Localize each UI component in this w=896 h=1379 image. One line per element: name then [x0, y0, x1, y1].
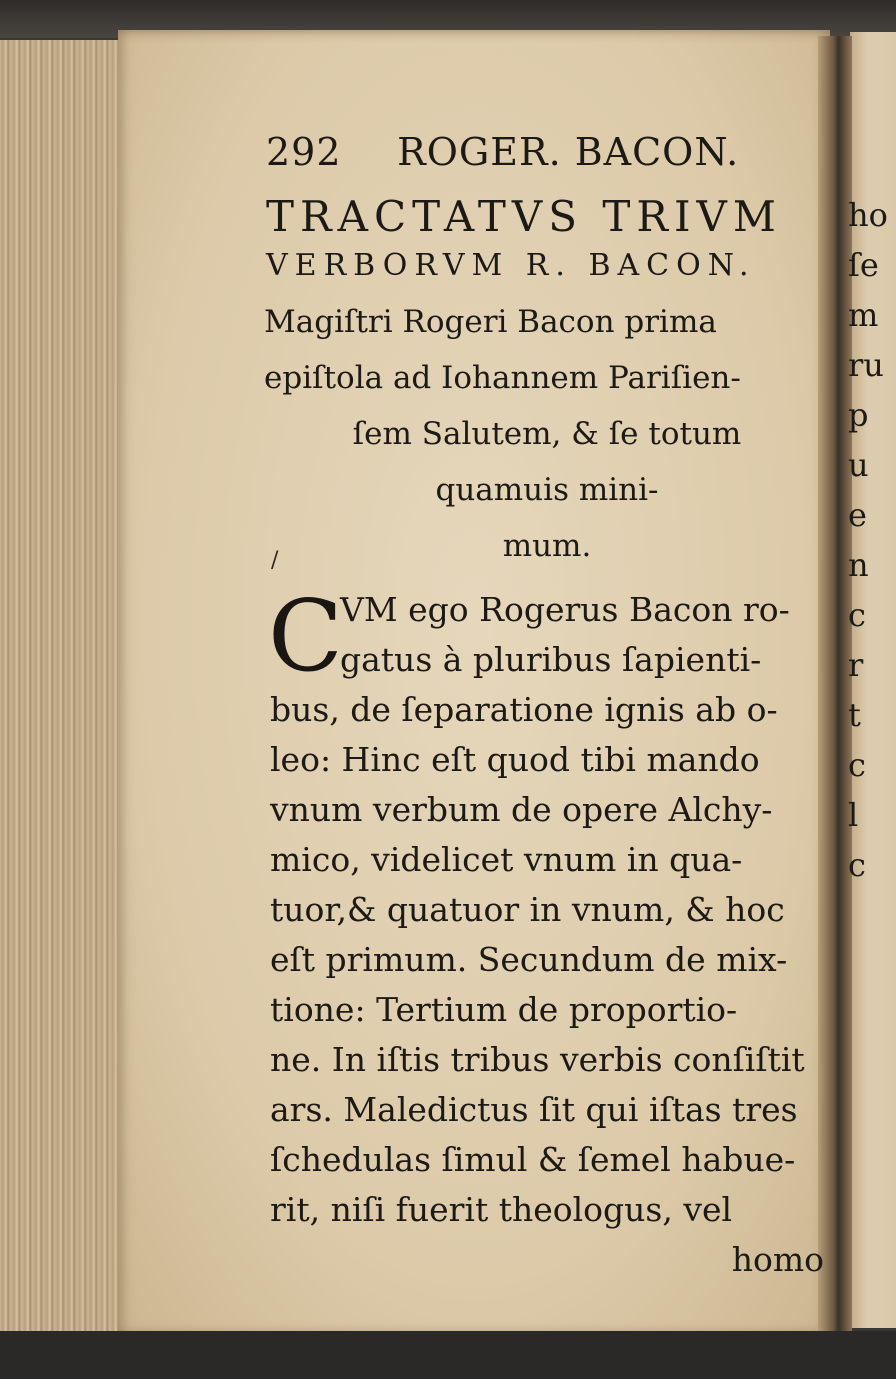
body-line: rit, niſi fuerit theologus, vel [270, 1190, 733, 1229]
body-line: ſchedulas ſimul & ſemel habue- [270, 1140, 796, 1179]
intro-line: mum. [502, 528, 592, 564]
body-line: vnum verbum de opere Alchy- [270, 790, 773, 829]
body-line: bus, de ſeparatione ignis ab o- [270, 690, 778, 729]
body-line: eſt primum. Secundum de mix- [270, 940, 788, 979]
body-text [268, 580, 828, 1285]
intro-line: Magiſtri Rogeri Bacon prima [264, 304, 717, 340]
facing-line: m [848, 296, 879, 334]
body-line: gatus à pluribus ſapienti- [340, 640, 762, 679]
body-line: VM ego Rogerus Bacon ro- [340, 590, 790, 629]
facing-line: e [848, 496, 867, 534]
tract-title: TRACTATVS TRIVM [266, 192, 782, 241]
body-line: tione: Tertium de proportio- [270, 990, 738, 1029]
facing-line: c [848, 596, 866, 634]
facing-line: ſe [848, 246, 879, 284]
facing-line: u [848, 446, 869, 484]
facing-line: c [848, 746, 866, 784]
intro-line: ſem Salutem, & ſe totum [352, 416, 742, 452]
body-line: ars. Maledictus ſit qui iſtas tres [270, 1090, 798, 1129]
intro-heading [264, 294, 830, 574]
running-title: ROGER. BACON. [397, 130, 740, 174]
body-line: leo: Hinc eſt quod tibi mando [270, 740, 760, 779]
body-line: tuor,& quatuor in vnum, & hoc [270, 890, 785, 929]
facing-line: p [848, 396, 869, 434]
drop-cap: C [268, 580, 343, 694]
tract-subtitle: VERBORVM R. BACON. [266, 248, 756, 283]
intro-line: quamuis mini- [435, 472, 659, 508]
page-number: 292 [266, 130, 342, 174]
pen-mark: / [271, 548, 279, 573]
catchword: homo [731, 1240, 824, 1279]
facing-line: n [848, 546, 869, 584]
running-header [266, 130, 826, 174]
facing-line: ho [848, 196, 888, 234]
facing-line: c [848, 846, 866, 884]
facing-line: r [848, 646, 864, 684]
intro-line: epiſtola ad Iohannem Pariſien- [264, 360, 741, 396]
body-line: ne. In iſtis tribus verbis conſiſtit [270, 1040, 805, 1079]
facing-line: t [848, 696, 861, 734]
body-line: mico, videlicet vnum in qua- [270, 840, 743, 879]
facing-line: l [848, 796, 859, 834]
background-bottom [0, 1331, 896, 1379]
facing-page-text [848, 190, 896, 890]
facing-line: ru [848, 346, 884, 384]
